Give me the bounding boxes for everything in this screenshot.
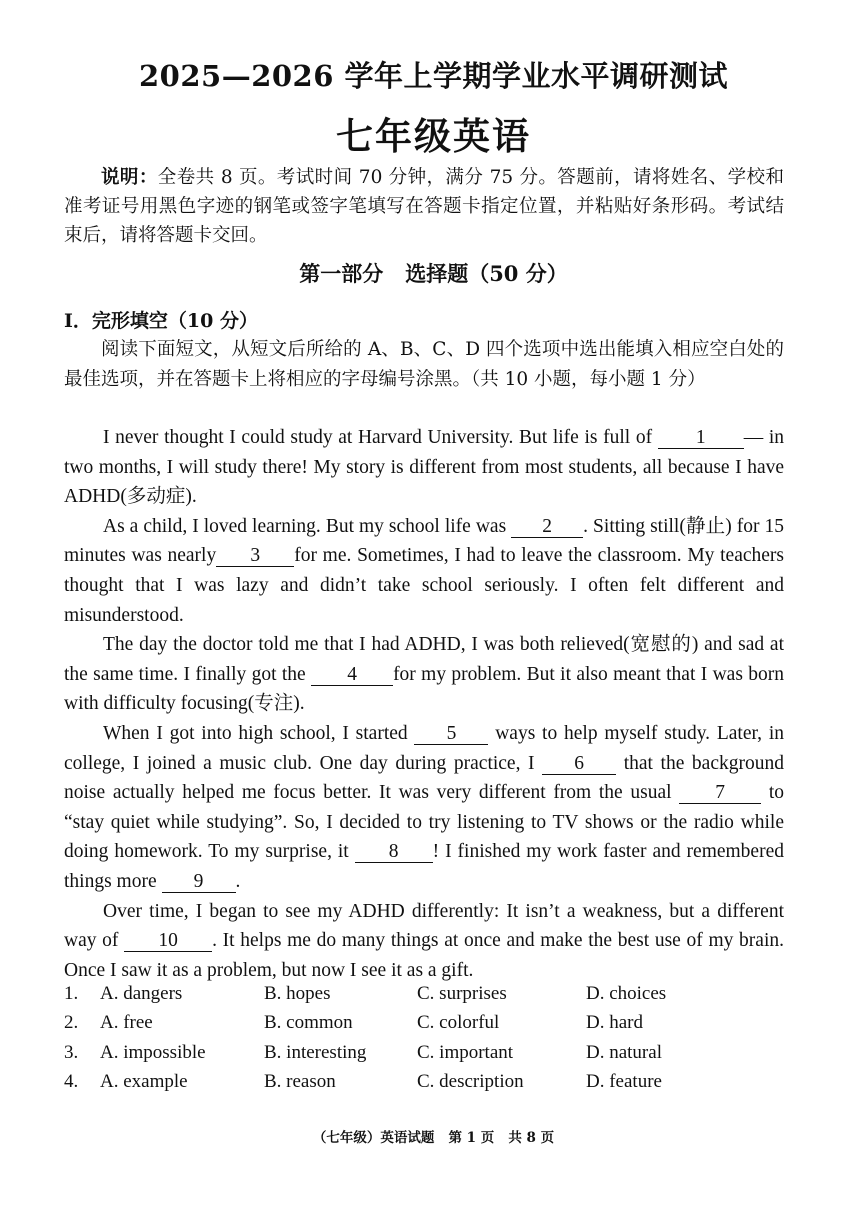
option-a: A. impossible [100,1041,206,1063]
blank-3: 3 [216,546,294,567]
option-b: B. reason [264,1070,336,1092]
passage-paragraph [64,512,784,630]
blank-4: 4 [311,665,393,686]
option-c: C. description [417,1070,524,1092]
passage-text: to “stay quiet while studying”. So, I decided to try listening to TV shows or the radio while doing homework. To my surprise, it [64,782,784,863]
option-c: C. surprises [417,983,507,1004]
option-b: B. hopes [264,983,331,1004]
passage-paragraph [64,630,784,719]
exam-instructions [64,163,784,250]
passage-text: I never thought I could study at Harvard University. But life is full of [103,427,658,448]
passage-paragraph [64,719,784,897]
blank-5: 5 [414,724,488,745]
subject-title: 七年级英语 [336,114,531,158]
answer-options [64,983,784,1100]
option-d: D. choices [586,983,667,1004]
passage-text: . It helps me do many things at once and make the best use of my brain. Once I saw it as a problem, but now I see it as a gift. [64,930,784,981]
passage-text: As a child, I loved learning. But my school life was [103,515,512,537]
question-number: 2. [64,1012,79,1034]
passage-text: for me. Sometimes, I had to leave the classroom. My teachers thought that I was lazy and didn’t take school seriously. I often felt different and misunderstood. [64,545,784,626]
passage-text: . [235,870,241,892]
blank-9: 9 [162,872,236,893]
blank-8: 8 [355,842,433,863]
option-row [64,1012,784,1041]
exam-title: 2025—2026 学年上学期学业水平调研测试 [138,59,729,93]
instructions-text: 全卷共 8 页。考试时间 70 分钟，满分 75 分。答题前，请将姓名、学校和准考证号用黑色字迹的钢笔或签字笔填写在答题卡指定位置，并粘贴好条形码。考试结束后，请将答题卡交回。 [64,167,784,246]
option-a: A. dangers [100,983,183,1004]
passage-paragraph [64,897,784,986]
option-a: A. free [100,1012,153,1034]
passage-text: When I got into high school, I started [103,722,415,744]
passage-text: for my problem. But it also meant that I was born with difficulty focusing(专注). [64,663,785,715]
passage-text: The day the doctor told me that I had ADHD, I was both relieved(宽慰的) and sad at the same time. I finally got the [64,634,784,685]
instructions-lead: 说明： [101,167,158,188]
blank-6: 6 [542,754,616,775]
part-one-heading: 第一部分 选择题（50 分） [299,261,568,286]
blank-10: 10 [124,931,212,952]
section-title: I．完形填空（10 分） [64,310,258,332]
blank-2: 2 [511,517,583,538]
option-a: A. example [100,1070,188,1092]
option-row [64,1071,784,1100]
passage-text: ! I finished my work faster and remembered things more [64,841,784,892]
cloze-passage [64,423,784,985]
option-d: D. hard [586,1012,643,1034]
question-number: 3. [64,1041,79,1063]
section-directions: 阅读下面短文，从短文后所给的 A、B、C、D 四个选项中选出能填入相应空白处的最佳选项，并在答题卡上将相应的字母编号涂黑。（共 10 小题，每小题 1 分） [64,339,784,390]
passage-text: . Sitting still(静止) for 15 minutes was nearly [64,515,784,567]
question-number: 4. [64,1070,79,1092]
blank-7: 7 [679,783,761,804]
option-b: B. interesting [264,1041,367,1063]
option-row [64,983,784,1012]
option-row [64,1042,784,1071]
option-d: D. natural [586,1041,662,1063]
page-footer: （七年级）英语试题 第 1 页 共 8 页 [312,1130,555,1146]
question-number: 1. [64,983,79,1004]
passage-text: that the background noise actually helped me focus better. It was very different from the usual [64,752,784,804]
option-c: C. important [417,1041,514,1063]
passage-text: Over time, I began to see my ADHD differently: It isn’t a weakness, but a different way of [64,900,784,952]
passage-text: — in two months, I will study there! My story is different from most students, all because I have ADHD(多动症). [64,427,785,508]
option-c: C. colorful [417,1012,500,1034]
blank-1: 1 [658,428,744,449]
option-d: D. feature [586,1070,662,1092]
passage-text: ways to help myself study. Later, in college, I joined a music club. One day during practice, I [64,722,785,774]
passage-paragraph [64,423,784,512]
option-b: B. common [264,1012,353,1034]
